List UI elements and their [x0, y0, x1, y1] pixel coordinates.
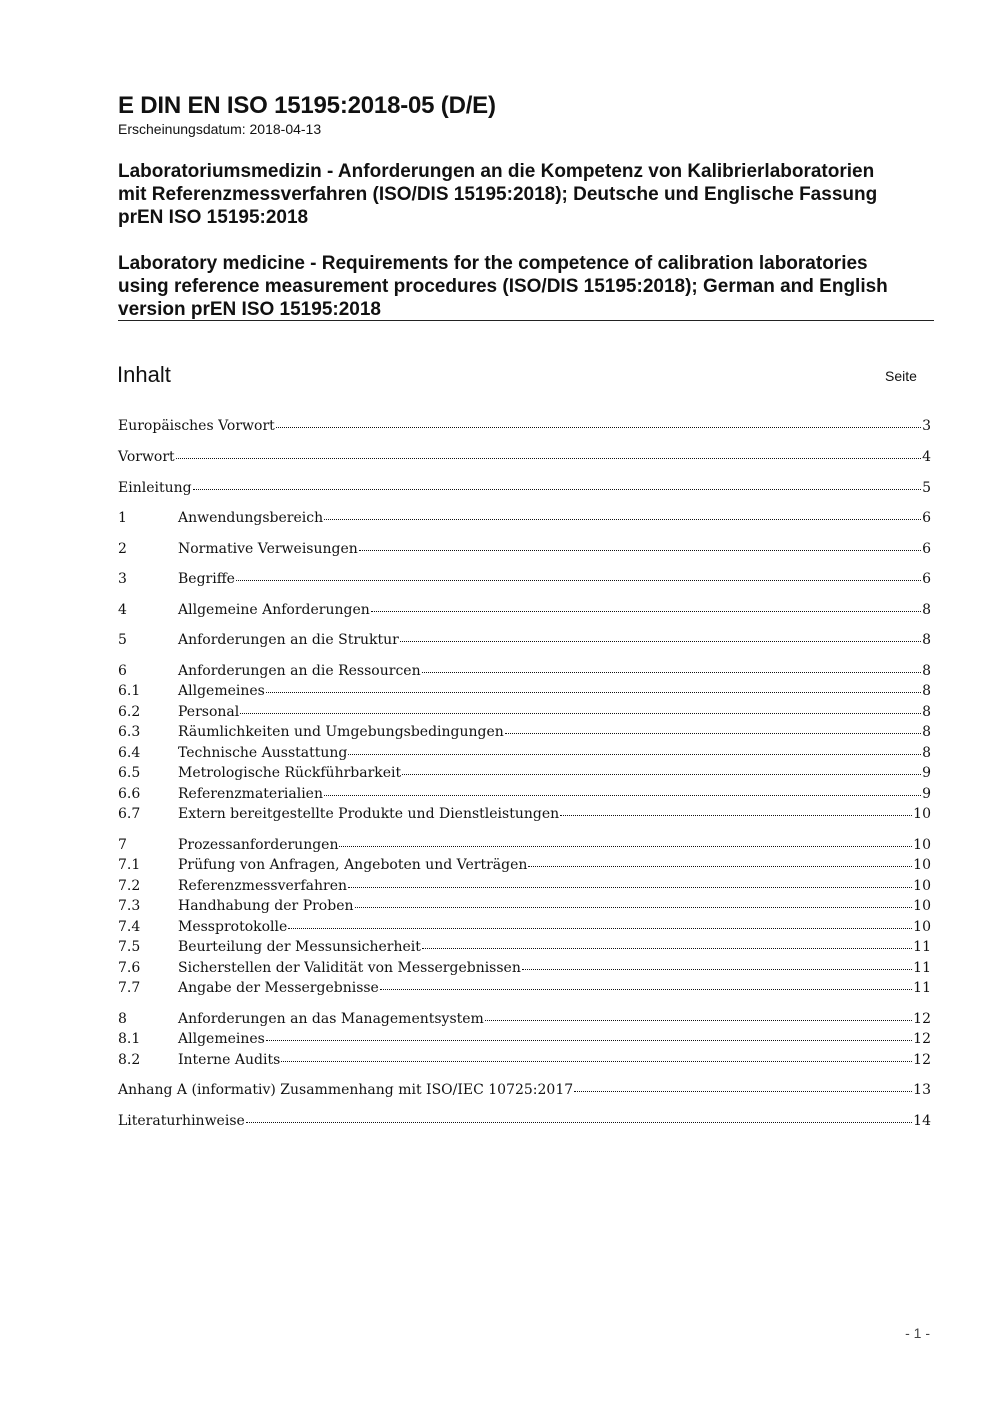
toc-entry-number: 6	[118, 663, 127, 679]
toc-dot-leader	[574, 1090, 912, 1092]
toc-dot-leader	[371, 610, 921, 612]
toc-entry[interactable]	[118, 449, 931, 469]
toc-entry-number: 7.3	[118, 898, 141, 914]
toc-dot-leader	[380, 988, 912, 990]
toc-entry-number: 6.1	[118, 683, 141, 699]
toc-entry-number: 7.5	[118, 939, 141, 955]
toc-entry-title: Anforderungen an die Ressourcen	[178, 663, 421, 679]
toc-entry-title: Referenzmaterialien	[178, 786, 323, 802]
toc-entry-number: 4	[118, 602, 127, 618]
toc-entry-page: 4	[922, 449, 931, 465]
toc-entry-number: 6.2	[118, 704, 141, 720]
toc-dot-leader	[560, 814, 912, 816]
toc-entry-title: Allgemeines	[178, 1031, 265, 1047]
toc-dot-leader	[193, 488, 922, 490]
toc-dot-leader	[359, 549, 921, 551]
title-english-line: Laboratory medicine - Requirements for the competence of calibration laboratories	[118, 253, 868, 274]
toc-entry[interactable]	[118, 1011, 931, 1031]
title-divider	[118, 320, 934, 321]
toc-entry-title: Räumlichkeiten und Umgebungsbedingungen	[178, 724, 504, 740]
toc-dot-leader	[246, 1121, 912, 1123]
toc-entry-page: 8	[922, 663, 931, 679]
toc-entry[interactable]	[118, 806, 931, 826]
toc-entry-page: 8	[922, 602, 931, 618]
toc-entry-number: 2	[118, 541, 127, 557]
toc-entry-page: 11	[913, 980, 931, 996]
toc-entry-page: 10	[913, 878, 931, 894]
toc-dot-leader	[281, 1060, 912, 1062]
toc-entry-page: 3	[922, 418, 931, 434]
toc-entry[interactable]	[118, 765, 931, 785]
toc-entry-page: 12	[913, 1052, 931, 1068]
toc-entry-page: 11	[913, 960, 931, 976]
toc-entry[interactable]	[118, 857, 931, 877]
toc-entry-title: Europäisches Vorwort	[118, 418, 275, 434]
toc-entry-title: Vorwort	[118, 449, 175, 465]
toc-entry-title: Beurteilung der Messunsicherheit	[178, 939, 421, 955]
toc-entry-title: Extern bereitgestellte Produkte und Dienstleistungen	[178, 806, 560, 822]
toc-entry-number: 6.6	[118, 786, 141, 802]
toc-entry[interactable]	[118, 541, 931, 561]
toc-entry[interactable]	[118, 704, 931, 724]
toc-entry[interactable]	[118, 724, 931, 744]
toc-entry-number: 6.3	[118, 724, 141, 740]
toc-entry-page: 10	[913, 837, 931, 853]
toc-entry[interactable]	[118, 1082, 931, 1102]
toc-dot-leader	[288, 927, 912, 929]
toc-entry-number: 7.7	[118, 980, 141, 996]
toc-entry-title: Normative Verweisungen	[178, 541, 358, 557]
toc-entry-page: 10	[913, 857, 931, 873]
toc-dot-leader	[236, 579, 921, 581]
toc-entry-number: 1	[118, 510, 127, 526]
toc-entry[interactable]	[118, 663, 931, 683]
toc-dot-leader	[266, 691, 921, 693]
title-german	[118, 160, 933, 229]
toc-entry[interactable]	[118, 510, 931, 530]
toc-entry[interactable]	[118, 1113, 931, 1133]
toc-entry-title: Sicherstellen der Validität von Messergebnissen	[178, 960, 521, 976]
toc-entry-title: Interne Audits	[178, 1052, 281, 1068]
toc-entry-page: 12	[913, 1031, 931, 1047]
toc-entry-page: 11	[913, 939, 931, 955]
toc-entry-number: 7	[118, 837, 127, 853]
title-english	[118, 252, 933, 321]
toc-entry-page: 9	[922, 786, 931, 802]
toc-dot-leader	[339, 845, 912, 847]
toc-entry-number: 6.4	[118, 745, 141, 761]
toc-entry-title: Literaturhinweise	[118, 1113, 245, 1129]
toc-dot-leader	[348, 886, 912, 888]
toc-entry-page: 12	[913, 1011, 931, 1027]
toc-entry-page: 6	[922, 541, 931, 557]
toc-entry-title: Prüfung von Anfragen, Angeboten und Verträgen	[178, 857, 528, 873]
toc-entry-title: Anwendungsbereich	[178, 510, 324, 526]
toc-dot-leader	[485, 1019, 912, 1021]
toc-entry-number: 6.7	[118, 806, 141, 822]
toc-entry-title: Anforderungen an die Struktur	[178, 632, 399, 648]
toc-entry-number: 5	[118, 632, 127, 648]
toc-entry-number: 3	[118, 571, 127, 587]
toc-page-column-label: Seite	[885, 368, 917, 384]
toc-entry[interactable]	[118, 418, 931, 438]
toc-entry-number: 8.2	[118, 1052, 141, 1068]
toc-entry-number: 7.4	[118, 919, 141, 935]
document-id: E DIN EN ISO 15195:2018-05 (D/E)	[118, 92, 496, 119]
toc-entry-page: 5	[922, 480, 931, 496]
toc-entry[interactable]	[118, 960, 931, 980]
toc-dot-leader	[505, 732, 921, 734]
toc-entry-title: Anhang A (informativ) Zusammenhang mit ISO/IEC 10725:2017	[118, 1082, 574, 1098]
toc-entry-page: 8	[922, 745, 931, 761]
title-english-line: version prEN ISO 15195:2018	[118, 299, 381, 320]
toc-entry-number: 8.1	[118, 1031, 141, 1047]
title-english-line: using reference measurement procedures (ISO/DIS 15195:2018); German and English	[118, 276, 888, 297]
toc-entry-number: 8	[118, 1011, 127, 1027]
toc-dot-leader	[276, 426, 921, 428]
toc-dot-leader	[528, 865, 912, 867]
toc-entry[interactable]	[118, 571, 931, 591]
toc-entry-title: Begriffe	[178, 571, 235, 587]
toc-entry-page: 10	[913, 898, 931, 914]
toc-entry-page: 9	[922, 765, 931, 781]
toc-entry[interactable]	[118, 939, 931, 959]
title-german-line: prEN ISO 15195:2018	[118, 207, 309, 228]
toc-entry-title: Handhabung der Proben	[178, 898, 354, 914]
toc-entry[interactable]	[118, 898, 931, 918]
toc-dot-leader	[240, 712, 921, 714]
toc-dot-leader	[324, 518, 921, 520]
toc-entry-number: 7.1	[118, 857, 141, 873]
title-german-line: mit Referenzmessverfahren (ISO/DIS 15195:2018); Deutsche und Englische Fassung	[118, 184, 878, 205]
toc-entry-number: 7.6	[118, 960, 141, 976]
toc-entry[interactable]	[118, 1052, 931, 1072]
toc-entry-title: Angabe der Messergebnisse	[178, 980, 379, 996]
page-number: - 1 -	[905, 1325, 930, 1341]
toc-entry-title: Einleitung	[118, 480, 192, 496]
toc-entry-page: 8	[922, 683, 931, 699]
toc-heading: Inhalt	[117, 362, 171, 387]
title-german-line: Laboratoriumsmedizin - Anforderungen an die Kompetenz von Kalibrierlaboratorien	[118, 161, 875, 182]
toc-entry-page: 10	[913, 806, 931, 822]
toc-dot-leader	[355, 906, 913, 908]
toc-dot-leader	[402, 773, 921, 775]
toc-entry-page: 8	[922, 632, 931, 648]
toc-dot-leader	[400, 640, 921, 642]
toc-entry-title: Anforderungen an das Managementsystem	[178, 1011, 484, 1027]
toc-entry[interactable]	[118, 480, 931, 500]
toc-entry[interactable]	[118, 602, 931, 622]
toc-entry-title: Metrologische Rückführbarkeit	[178, 765, 402, 781]
toc-entry[interactable]	[118, 980, 931, 1000]
toc-dot-leader	[266, 1039, 912, 1041]
toc-entry-title: Messprotokolle	[178, 919, 288, 935]
toc-entry[interactable]	[118, 745, 931, 765]
toc-entry-page: 14	[913, 1113, 931, 1129]
toc-entry-number: 6.5	[118, 765, 141, 781]
toc-entry[interactable]	[118, 1031, 931, 1051]
toc-entry-number: 7.2	[118, 878, 141, 894]
toc-dot-leader	[422, 947, 912, 949]
toc-entry-page: 6	[922, 510, 931, 526]
toc-entry-title: Allgemeine Anforderungen	[178, 602, 370, 618]
toc-entry[interactable]	[118, 878, 931, 898]
toc-entry[interactable]	[118, 919, 931, 939]
toc-dot-leader	[422, 671, 921, 673]
toc-entry-title: Referenzmessverfahren	[178, 878, 348, 894]
toc-entry-page: 10	[913, 919, 931, 935]
toc-entry[interactable]	[118, 683, 931, 703]
toc-entry-title: Prozessanforderungen	[178, 837, 339, 853]
toc-dot-leader	[176, 457, 921, 459]
toc-entry-title: Technische Ausstattung	[178, 745, 348, 761]
toc-entry[interactable]	[118, 837, 931, 857]
toc-dot-leader	[522, 968, 912, 970]
toc-entry[interactable]	[118, 786, 931, 806]
toc-entry-page: 6	[922, 571, 931, 587]
toc-dot-leader	[324, 794, 921, 796]
toc-entry-page: 8	[922, 724, 931, 740]
toc-dot-leader	[348, 753, 921, 755]
toc-entry-title: Allgemeines	[178, 683, 265, 699]
toc-entry-page: 8	[922, 704, 931, 720]
toc-entry-title: Personal	[178, 704, 240, 720]
toc-entry-page: 13	[913, 1082, 931, 1098]
publication-date: Erscheinungsdatum: 2018-04-13	[118, 121, 322, 137]
toc-entry[interactable]	[118, 632, 931, 652]
